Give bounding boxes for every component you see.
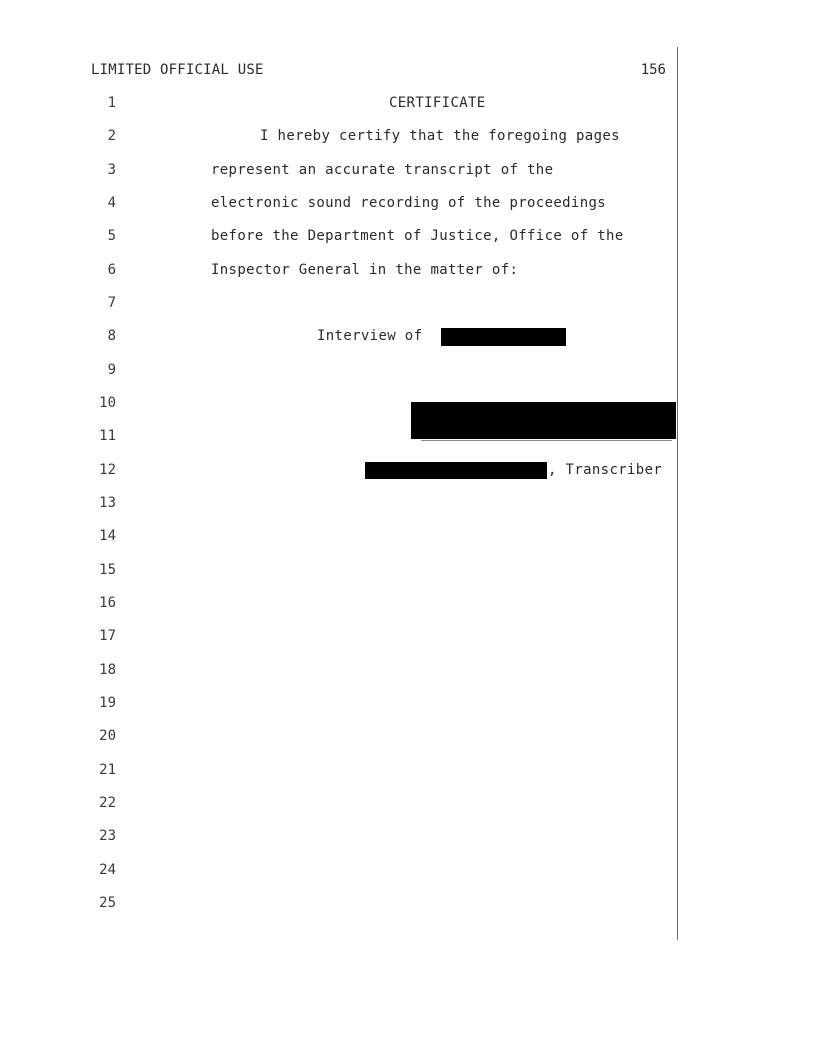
certification-line-3: represent an accurate transcript of the: [211, 162, 554, 178]
redaction-signature-block: [411, 402, 676, 439]
page-number: 156: [640, 62, 666, 78]
line-number-2: 2: [107, 128, 116, 144]
line-number-1: 1: [107, 95, 116, 111]
line-number-5: 5: [107, 228, 116, 244]
interview-of-label: Interview of: [317, 328, 423, 344]
line-number-17: 17: [99, 628, 116, 644]
line-number-19: 19: [99, 695, 116, 711]
certification-line-2: I hereby certify that the foregoing pages: [260, 128, 620, 144]
redaction-transcriber-name: [365, 462, 547, 479]
line-number-25: 25: [99, 895, 116, 911]
line-number-4: 4: [107, 195, 116, 211]
right-margin-rule: [677, 47, 678, 940]
line-number-22: 22: [99, 795, 116, 811]
line-number-15: 15: [99, 562, 116, 578]
line-number-6: 6: [107, 262, 116, 278]
certificate-title: CERTIFICATE: [389, 95, 486, 111]
line-number-14: 14: [99, 528, 116, 544]
line-number-9: 9: [107, 362, 116, 378]
certification-line-5: before the Department of Justice, Office of the: [211, 228, 624, 244]
line-number-24: 24: [99, 862, 116, 878]
certification-line-6: Inspector General in the matter of:: [211, 262, 519, 278]
line-number-20: 20: [99, 728, 116, 744]
line-number-16: 16: [99, 595, 116, 611]
line-number-3: 3: [107, 162, 116, 178]
line-number-21: 21: [99, 762, 116, 778]
line-number-7: 7: [107, 295, 116, 311]
line-number-18: 18: [99, 662, 116, 678]
line-number-8: 8: [107, 328, 116, 344]
redaction-interviewee-name: [441, 328, 566, 346]
line-number-11: 11: [99, 428, 116, 444]
signature-line: [421, 440, 672, 441]
classification-header: LIMITED OFFICIAL USE: [91, 62, 264, 78]
line-number-10: 10: [99, 395, 116, 411]
line-number-13: 13: [99, 495, 116, 511]
line-number-23: 23: [99, 828, 116, 844]
certification-line-4: electronic sound recording of the proceedings: [211, 195, 607, 211]
line-number-12: 12: [99, 462, 116, 478]
transcriber-label: , Transcriber: [548, 462, 663, 478]
